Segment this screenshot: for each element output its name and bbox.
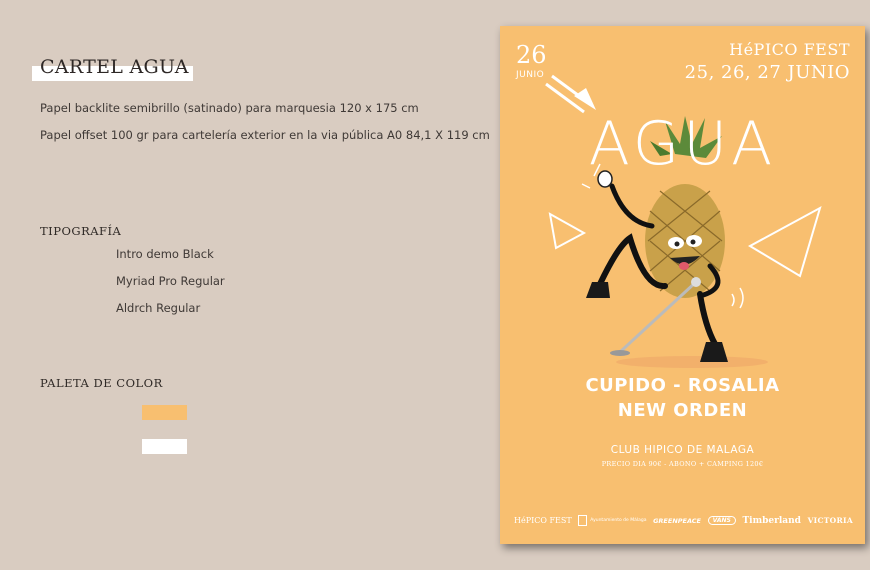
triangle-left-icon [550,214,584,248]
sponsor-victoria-logo: VICTORIA [807,516,853,525]
page-title: CARTEL AGUA [40,56,189,78]
font-item-myriad: Myriad Pro Regular [116,274,225,288]
triangle-right-icon [750,208,820,276]
font-item-aldrch: Aldrch Regular [116,301,201,315]
color-swatch-white [142,439,187,454]
title-block [32,54,189,80]
shadow-ellipse [616,356,768,368]
spec-line-offset: Papel offset 100 gr para cartelería exterior en la via pública A0 84,1 X 119 cm [40,128,490,142]
sponsor-vans-logo: VANS [708,516,736,525]
sponsor-ayuntamiento-logo [578,515,646,526]
palette-heading: PALETA DE COLOR [40,376,163,390]
poster-day: 26 [516,41,547,69]
spec-line-backlite: Papel backlite semibrillo (satinado) para marquesia 120 x 175 cm [40,101,419,115]
poster-month: JUNIO [516,70,545,80]
poster-price: PRECIO DIA 90€ - ABONO + CAMPING 120€ [601,460,764,468]
poster-lineup-1: CUPIDO - ROSALIA [585,375,780,396]
typography-heading: TIPOGRAFÍA [40,224,122,238]
sponsor-greenpeace-logo: GREENPEACE [653,516,701,525]
font-item-intro: Intro demo Black [116,247,214,261]
sponsor-timberland-logo: Timberland [742,515,801,526]
poster-venue: CLUB HIPICO DE MALAGA [610,444,755,456]
poster-lineup-2: NEW ORDEN [617,400,748,421]
arrow-icon [546,76,596,112]
sponsor-hepico-logo: HéPICO FEST [514,516,572,525]
festival-poster [500,26,865,544]
sponsor-ayuntamiento-label: Ayuntamiento de Málaga [590,518,647,523]
poster-festival-name: HéPICO FEST [729,40,850,59]
poster-headline: AGUA [588,109,777,179]
color-swatch-orange [142,405,187,420]
crest-icon [578,515,587,526]
sponsor-bar [514,515,853,526]
poster-dates: 25, 26, 27 JUNIO [684,62,850,83]
